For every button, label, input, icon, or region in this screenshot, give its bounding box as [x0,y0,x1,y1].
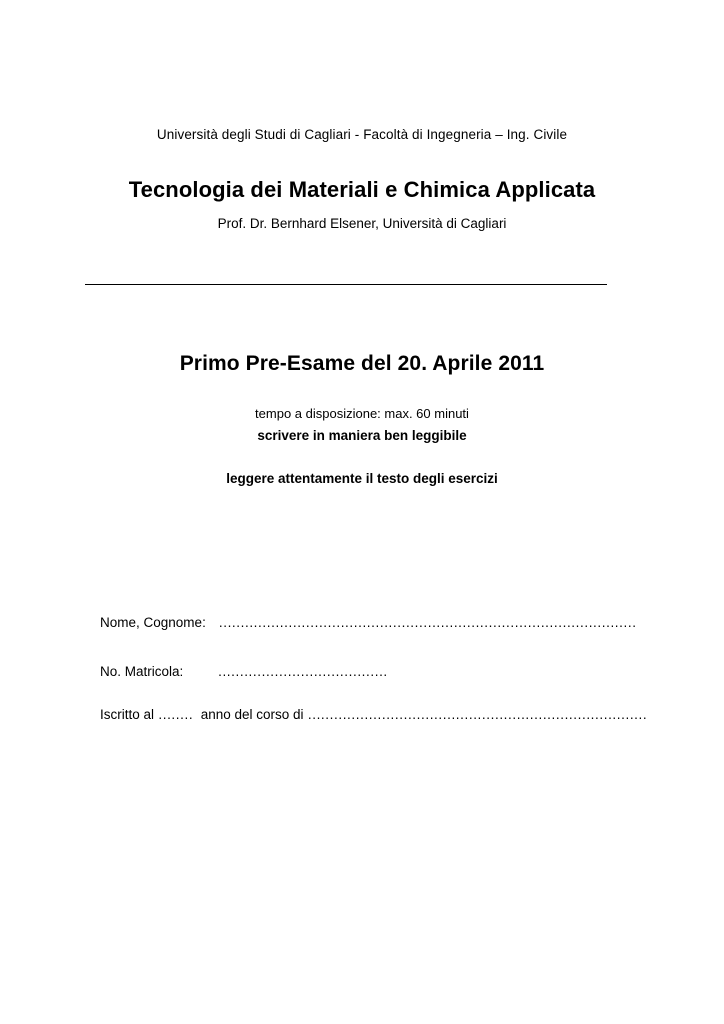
field-blank-anno[interactable]: ........ [154,707,194,722]
field-blank-corso[interactable]: .............................................................................. [303,707,648,722]
field-row-matricola [85,649,645,694]
field-label-matricola: No. Matricola: [100,664,184,679]
horizontal-divider [85,284,607,285]
field-row-iscritto [85,692,648,737]
exam-read-carefully-note: leggere attentamente il testo degli esercizi [226,471,498,486]
course-title: Tecnologia dei Materiali e Chimica Applicata [128,177,596,202]
field-label-corso: anno del corso di [193,707,304,722]
exam-legibility-note: scrivere in maniera ben leggibile [257,428,467,443]
exam-title: Primo Pre-Esame del 20. Aprile 2011 [179,352,545,375]
field-blank-name[interactable]: ................................................................................................ [205,615,637,630]
field-row-name [85,600,645,645]
field-label-iscritto: Iscritto al [100,707,155,722]
exam-duration-note: tempo a disposizione: max. 60 minuti [255,406,469,421]
field-blank-matricola[interactable]: ....................................... [183,664,388,679]
institution-line: Università degli Studi di Cagliari - Facoltà di Ingegneria – Ing. Civile [156,127,568,142]
professor-line: Prof. Dr. Bernhard Elsener, Università di Cagliari [217,216,507,231]
field-label-name: Nome, Cognome: [100,615,206,630]
